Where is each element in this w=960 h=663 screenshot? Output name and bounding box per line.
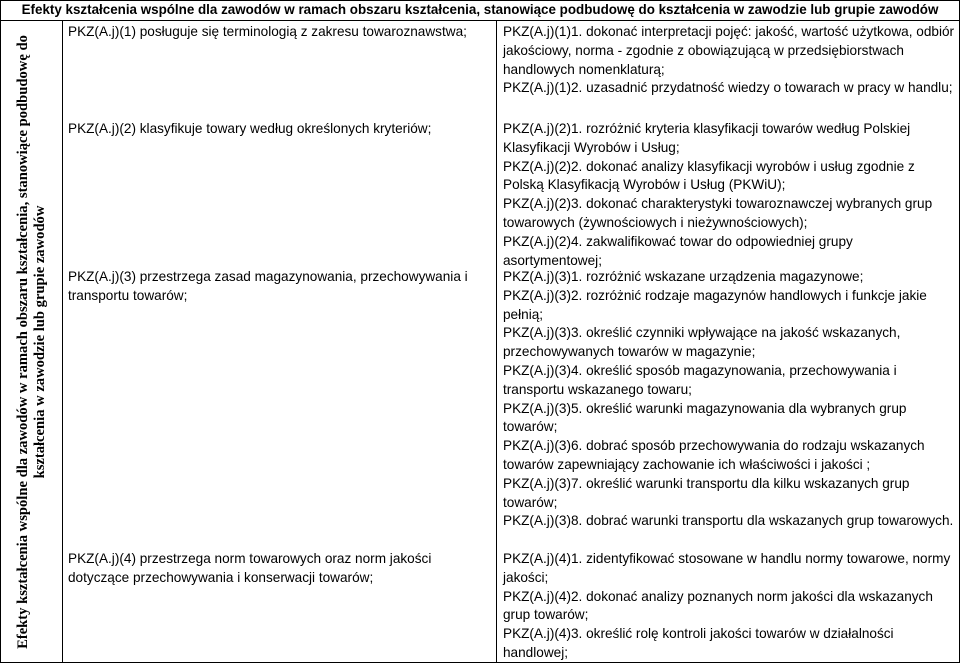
criterion-3-5: PKZ(A.j)(3)5. określić warunki magazynowania dla wybranych grup towarów; — [503, 400, 907, 435]
criteria-group-3 — [503, 268, 955, 531]
criterion-2-3: PKZ(A.j)(2)3. dokonać charakterystyki towaroznawczej wybranych grup towarowych (żywnościowych i nieżywnościowych); — [503, 196, 933, 230]
effect-2: PKZ(A.j)(2) klasyfikuje towary według określonych kryteriów; — [68, 121, 432, 136]
criterion-3-3: PKZ(A.j)(3)3. określić czynniki wpływające na jakość wskazanych, przechowywanych towarów w magazynie; — [503, 325, 901, 360]
criterion-4-3: PKZ(A.j)(4)3. określić rolę kontroli jakości towarów w działalności handlowej; — [503, 626, 894, 660]
effect-3: PKZ(A.j)(3) przestrzega zasad magazynowania, przechowywania i transportu towarów; — [68, 269, 468, 303]
side-label-cell — [1, 21, 63, 663]
criterion-1-2: PKZ(A.j)(1)2. uzasadnić przydatność wiedzy o towarach w pracy w handlu; — [503, 80, 953, 96]
side-label: Efekty kształcenia wspólne dla zawodów w ramach obszaru kształcenia, stanowiące podbudowę do kształcenia w zawodzie lub grupie zawodów — [14, 34, 48, 649]
table-header: Efekty kształcenia wspólne dla zawodów w ramach obszaru kształcenia, stanowiące podbudowę do kształcenia w zawodzie lub grupie zawodów — [1, 1, 960, 21]
criteria-group-1 — [503, 23, 955, 98]
content-row — [1, 21, 960, 663]
criterion-2-1: PKZ(A.j)(2)1. rozróżnić kryteria klasyfikacji towarów według Polskiej Klasyfikacji Wyrobów i Usług; — [503, 121, 911, 155]
effect-4: PKZ(A.j)(4) przestrzega norm towarowych oraz norm jakości dotyczące przechowywania i konserwacji towarów; — [68, 551, 432, 585]
header-row — [1, 1, 960, 21]
effect-1: PKZ(A.j)(1) posługuje się terminologią z zakresu towaroznawstwa; — [68, 24, 467, 39]
criterion-3-2: PKZ(A.j)(3)2. rozróżnić rodzaje magazynów handlowych i funkcje jakie pełnią; — [503, 287, 927, 322]
criterion-4-1: PKZ(A.j)(4)1. zidentyfikować stosowane w handlu normy towarowe, normy jakości; — [503, 551, 951, 585]
criterion-1-1: PKZ(A.j)(1)1. dokonać interpretacji pojęć: jakość, wartość użytkowa, odbiór jakościowy, norma - zgodnie z obowiązującą w przedsiębiorstwach handlowych nomenklaturą; — [503, 24, 955, 77]
criterion-4-2: PKZ(A.j)(4)2. dokonać analizy poznanych norm jakości dla wskazanych grup towarów; — [503, 588, 933, 623]
criteria-column — [497, 21, 960, 663]
criteria-group-2 — [503, 120, 955, 270]
criterion-2-4: PKZ(A.j)(2)4. zakwalifikować towar do odpowiedniej grupy asortymentowej; — [503, 233, 853, 268]
learning-effects-column — [63, 21, 497, 663]
criteria-group-4 — [503, 550, 955, 663]
criterion-3-7: PKZ(A.j)(3)7. określić warunki transportu dla kilku wskazanych grup towarów; — [503, 475, 910, 510]
criterion-3-4: PKZ(A.j)(3)4. określić sposób magazynowania, przechowywania i transportu wskazanego towaru; — [503, 362, 897, 397]
criterion-3-6: PKZ(A.j)(3)6. dobrać sposób przechowywania do rodzaju wskazanych towarów zapewniający zachowanie ich właściwości i jakości ; — [503, 438, 925, 472]
criterion-3-8: PKZ(A.j)(3)8. dobrać warunki transportu dla wskazanych grup towarowych. — [503, 513, 954, 529]
criterion-2-2: PKZ(A.j)(2)2. dokonać analizy klasyfikacji wyrobów i usług zgodnie z Polską Klasyfikacją Wyrobów i Usług (PKWiU); — [503, 158, 915, 193]
criterion-3-1: PKZ(A.j)(3)1. rozróżnić wskazane urządzenia magazynowe; — [503, 269, 864, 284]
